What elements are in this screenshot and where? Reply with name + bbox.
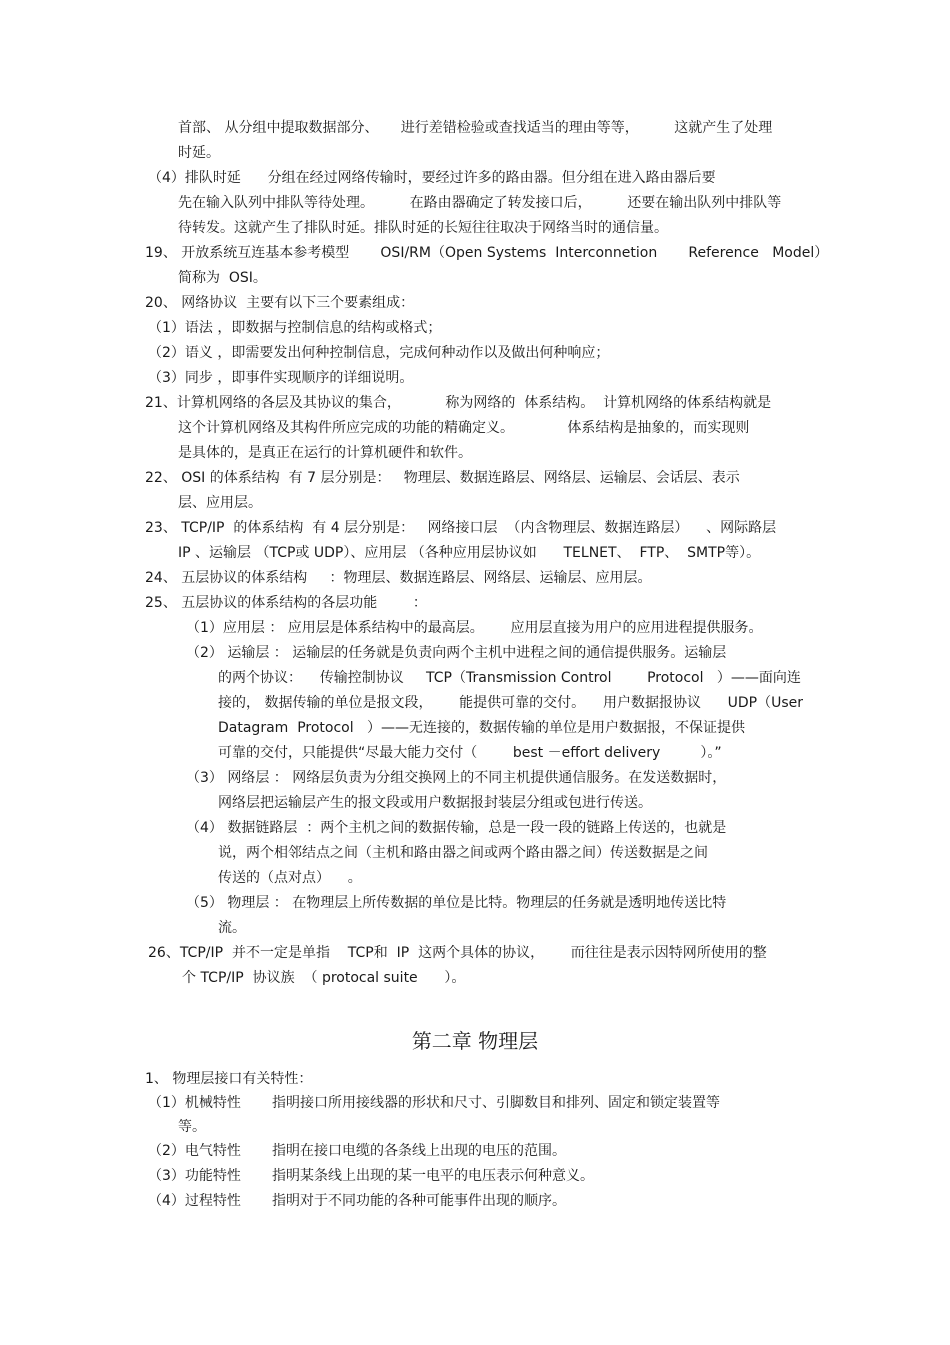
- text-line: 待转发。这就产生了排队时延。排队时延的长短往往取决于网络当时的通信量。: [178, 220, 668, 236]
- text-line: （2） 运输层 ： 运输层的任务就是负责向两个主机中进程之间的通信提供服务。运输层: [186, 645, 727, 661]
- text-line: 20、 网络协议 主要有以下三个要素组成：: [145, 295, 415, 311]
- text-line: 网络层把运输层产生的报文段或用户数据报封装层分组或包进行传送。: [218, 795, 652, 811]
- text-line: 接的， 数据传输的单位是报文段， 能提供可靠的交付。 用户数据报协议 UDP（User: [218, 695, 804, 711]
- text-line: 时延。: [178, 145, 220, 161]
- text-line: 先在输入队列中排队等待处理。 在路由器确定了转发接口后， 还要在输出队列中排队等: [178, 195, 782, 211]
- text-line: IP 、运输层 （TCP或 UDP）、应用层 （各种应用层协议如 TELNET、 FTP、 SMTP等）。: [178, 545, 761, 561]
- text-line: 24、 五层协议的体系结构 ：物理层、数据连路层、网络层、运输层、应用层。: [145, 570, 652, 586]
- text-line: （2）语义 ，即需要发出何种控制信息，完成何种动作以及做出何种响应；: [148, 345, 610, 361]
- text-line: 19、 开放系统互连基本参考模型 OSI/RM（Open Systems Interconnetion Reference Model）: [145, 245, 829, 261]
- text-line: 是具体的，是真正在运行的计算机硬件和软件。: [178, 445, 472, 461]
- text-line: （3）同步 ，即事件实现顺序的详细说明。: [148, 370, 414, 386]
- text-line: （3）功能特性 指明某条线上出现的某一电平的电压表示何种意义。: [148, 1168, 595, 1184]
- text-line: Datagram Protocol ）——无连接的，数据传输的单位是用户数据报，不保证提供: [218, 720, 745, 736]
- chapter-title: 第二章 物理层: [411, 1029, 539, 1053]
- text-line: （3） 网络层 ： 网络层负责为分组交换网上的不同主机提供通信服务。在发送数据时，: [186, 770, 727, 786]
- text-line: （2）电气特性 指明在接口电缆的各条线上出现的电压的范围。: [148, 1143, 567, 1159]
- text-line: 的两个协议： 传输控制协议 TCP（Transmission Control Protocol ）——面向连: [218, 670, 801, 686]
- text-line: （1）应用层 ： 应用层是体系结构中的最高层。 应用层直接为用户的应用进程提供服务。: [186, 620, 763, 636]
- text-line: 这个计算机网络及其构件所应完成的功能的精确定义。 体系结构是抽象的，而实现则: [178, 420, 750, 436]
- text-line: 说，两个相邻结点之间（主机和路由器之间或两个路由器之间）传送数据是之间: [218, 845, 708, 861]
- text-line: 26、TCP/IP 并不一定是单指 TCP和 IP 这两个具体的协议， 而往往是表示因特网所使用的整: [148, 945, 767, 961]
- text-line: （4）过程特性 指明对于不同功能的各种可能事件出现的顺序。: [148, 1193, 567, 1209]
- text-line: （1）机械特性 指明接口所用接线器的形状和尺寸、引脚数目和排列、固定和锁定装置等: [148, 1095, 721, 1111]
- text-line: （1）语法 ，即数据与控制信息的结构或格式；: [148, 320, 442, 336]
- text-line: 等。: [178, 1119, 206, 1135]
- text-line: （5） 物理层 ： 在物理层上所传数据的单位是比特。物理层的任务就是透明地传送比特: [186, 895, 727, 911]
- text-line: 22、 OSI 的体系结构 有 7 层分别是： 物理层、数据连路层、网络层、运输层、会话层、表示: [145, 470, 740, 486]
- text-line: 21、计算机网络的各层及其协议的集合， 称为网络的 体系结构。 计算机网络的体系结构就是: [145, 395, 772, 411]
- text-line: 1、 物理层接口有关特性：: [145, 1071, 313, 1087]
- text-line: 个 TCP/IP 协议族 （ protocal suite ）。: [182, 970, 466, 986]
- text-line: 层、应用层。: [178, 495, 262, 511]
- text-line: （4）排队时延 分组在经过网络传输时，要经过许多的路由器。但分组在进入路由器后要: [148, 170, 716, 186]
- text-line: 传送的（点对点） 。: [218, 870, 362, 886]
- text-line: （4） 数据链路层 ：两个主机之间的数据传输，总是一段一段的链路上传送的，也就是: [186, 820, 727, 836]
- text-line: 可靠的交付，只能提供“尽最大能力交付（ best －effort delivery ）。”: [218, 745, 722, 761]
- text-line: 流。: [218, 920, 246, 936]
- text-line: 简称为 OSI。: [178, 270, 267, 286]
- text-line: 25、 五层协议的体系结构的各层功能 ：: [145, 595, 427, 611]
- text-line: 23、 TCP/IP 的体系结构 有 4 层分别是： 网络接口层 （内含物理层、数据连路层） 、网际路层: [145, 520, 777, 536]
- text-line: 首部、 从分组中提取数据部分、 进行差错检验或查找适当的理由等等， 这就产生了处理: [178, 120, 773, 136]
